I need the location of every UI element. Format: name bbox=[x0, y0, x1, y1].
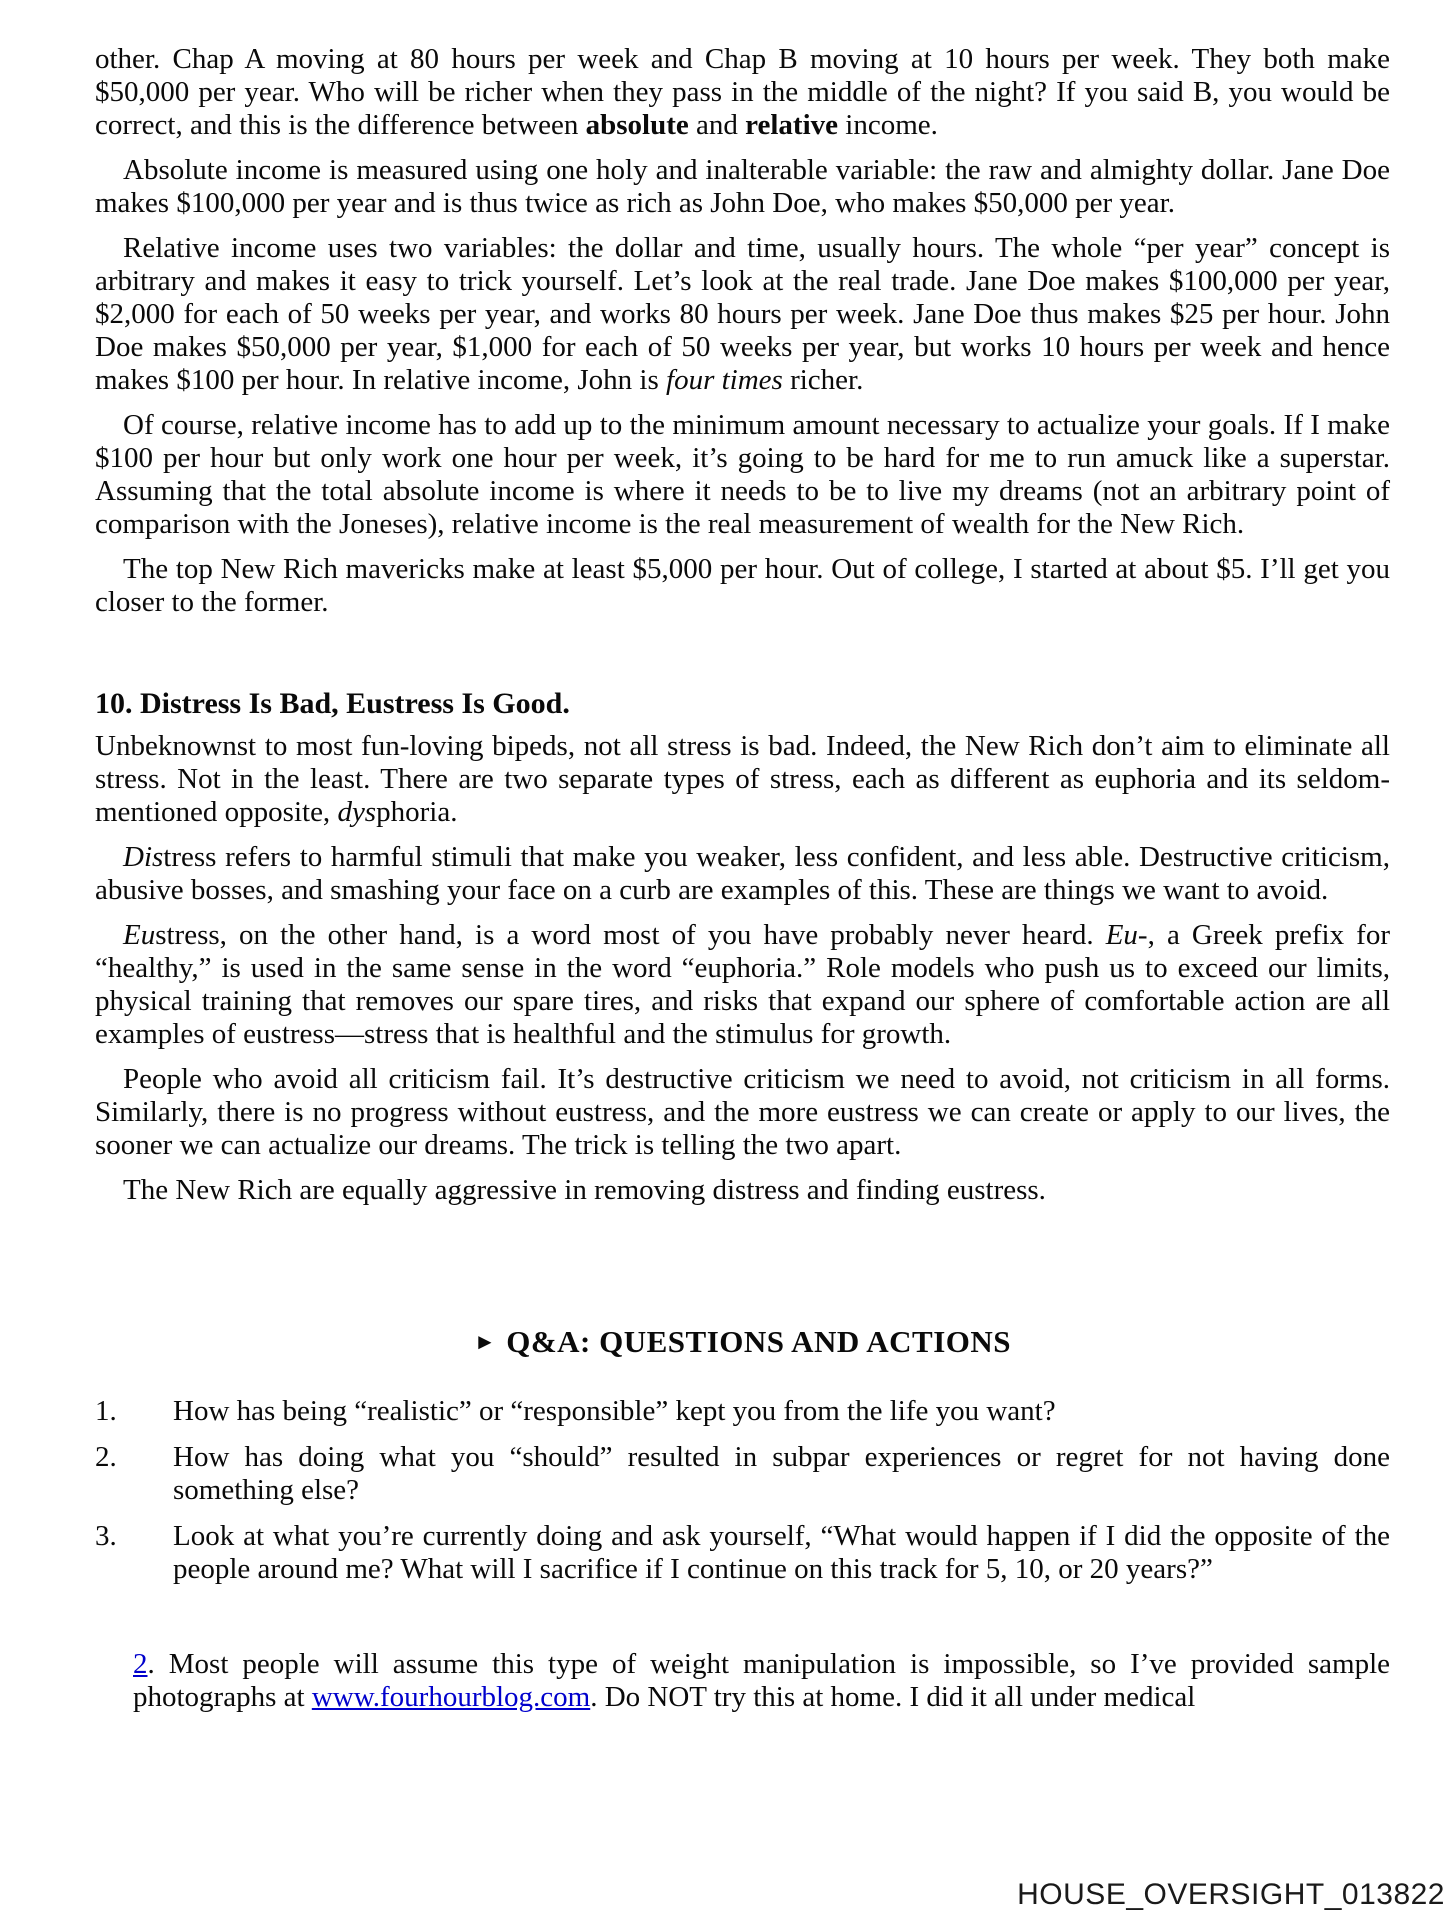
text-run: How has being “realistic” or “responsible” kept you from the life you want? bbox=[173, 1395, 1056, 1427]
qa-heading-text: Q&A: QUESTIONS AND ACTIONS bbox=[506, 1324, 1012, 1359]
text-run: 10. Distress Is Bad, Eustress Is Good bbox=[95, 687, 563, 720]
qa-item-text bbox=[173, 1441, 1390, 1507]
text-run: The top New Rich mavericks make at least $5,000 per hour. Out of college, I started at about $5. I’ll get you closer to the former. bbox=[95, 553, 1390, 618]
paragraph-top-new-rich bbox=[95, 553, 1390, 619]
paragraph-absolute-income bbox=[95, 154, 1390, 220]
text-run: four times bbox=[666, 364, 783, 396]
paragraph-new-rich-aggressive bbox=[95, 1174, 1390, 1207]
qa-heading bbox=[95, 1325, 1390, 1361]
paragraph-distress bbox=[95, 841, 1390, 907]
qa-item-number: 2. bbox=[95, 1441, 117, 1473]
text-run: dys bbox=[337, 796, 377, 828]
text-run: Eu- bbox=[1105, 919, 1148, 951]
text-run: income. bbox=[838, 109, 938, 141]
text-run: People who avoid all criticism fail. It’s destructive criticism we need to avoid, not criticism in all forms. Similarly, there is no progress without eustress, and the more eustress we can create or apply to our lives, the sooner we can actualize our dreams. The trick is telling the two apart. bbox=[95, 1063, 1390, 1161]
section-heading bbox=[95, 687, 1390, 720]
paragraph-criticism bbox=[95, 1063, 1390, 1162]
qa-list bbox=[95, 1395, 1390, 1586]
text-run: other. Chap A moving at 80 hours per week and Chap B moving at 10 hours per week. They both make $50,000 per year. Who will be richer when they pass in the middle of the night? If you said B, you would be correct, and this is the difference between bbox=[95, 43, 1390, 141]
hyperlink[interactable]: www.fourhourblog.com bbox=[311, 1681, 591, 1713]
text-run: and bbox=[688, 109, 746, 141]
qa-item-1 bbox=[95, 1395, 1390, 1428]
text-run: . bbox=[562, 687, 570, 720]
qa-item-number: 1. bbox=[95, 1395, 117, 1427]
text-run: . Do NOT try this at home. I did it all under medical bbox=[590, 1681, 1196, 1713]
text-run: richer. bbox=[782, 364, 864, 396]
text-run: relative bbox=[745, 109, 839, 141]
paragraph-relative-income bbox=[95, 232, 1390, 397]
hyperlink[interactable]: 2 bbox=[133, 1648, 148, 1680]
qa-item-2 bbox=[95, 1441, 1390, 1507]
paragraph-eustress bbox=[95, 919, 1390, 1051]
text-run: Relative income uses two variables: the dollar and time, usually hours. The whole “per year” concept is arbitrary and makes it easy to trick yourself. Let’s look at the real trade. Jane Doe makes $100,000 per year, $2,000 for each of 50 weeks per year, and works 80 hours per week. Jane Doe thus makes $25 per hour. John Doe makes $50,000 per year, $1,000 for each of 50 weeks per year, but works 10 hours per week and hence makes $100 per hour. In relative income, John is bbox=[95, 232, 1390, 396]
qa-item-number: 3. bbox=[95, 1520, 117, 1552]
text-run: Eu bbox=[123, 919, 156, 951]
paragraph-of-course bbox=[95, 409, 1390, 541]
text-run: , a Greek prefix for “healthy,” is used in the same sense in the word “euphoria.” Role models who push us to exceed our limits, physical training that removes our spare tires, and risks that expand our sphere of comfortable action are all examples of eustress—stress that is healthful and the stimulus for growth. bbox=[95, 919, 1390, 1050]
arrow-right-icon: ► bbox=[473, 1329, 497, 1354]
qa-item-text bbox=[173, 1395, 1390, 1428]
text-run: Absolute income is measured using one holy and inalterable variable: the raw and almighty dollar. Jane Doe makes $100,000 per year and is thus twice as rich as John Doe, who makes $50,000 per year. bbox=[95, 154, 1390, 219]
text-run: Look at what you’re currently doing and ask yourself, “What would happen if I did the opposite of the people around me? What will I sacrifice if I continue on this track for 5, 10, or 20 years?” bbox=[173, 1520, 1390, 1585]
qa-item-text bbox=[173, 1520, 1390, 1586]
document-id: HOUSE_OVERSIGHT_013822 bbox=[1017, 1878, 1445, 1911]
text-run: phoria. bbox=[376, 796, 458, 828]
text-run: Unbeknownst to most fun-loving bipeds, not all stress is bad. Indeed, the New Rich don’t aim to eliminate all stress. Not in the least. There are two separate types of stress, each as different as euphoria and its seldom-mentioned opposite, bbox=[95, 730, 1390, 828]
text-run: tress refers to harmful stimuli that make you weaker, less confident, and less able. Destructive criticism, abusive bosses, and smashing your face on a curb are examples of this. These are things we want to avoid. bbox=[95, 841, 1390, 906]
paragraph-unbeknownst bbox=[95, 730, 1390, 829]
text-run: How has doing what you “should” resulted in subpar experiences or regret for not having done something else? bbox=[173, 1441, 1390, 1506]
text-run: Of course, relative income has to add up to the minimum amount necessary to actualize your goals. If I make $100 per hour but only work one hour per week, it’s going to be hard for me to run amuck like a superstar. Assuming that the total absolute income is where it needs to be to live my dreams (not an arbitrary point of comparison with the Joneses), relative income is the real measurement of wealth for the New Rich. bbox=[95, 409, 1390, 540]
paragraph-continuation bbox=[95, 43, 1390, 142]
text-run: The New Rich are equally aggressive in removing distress and finding eustress. bbox=[123, 1174, 1046, 1206]
footnote bbox=[133, 1648, 1390, 1714]
qa-item-3 bbox=[95, 1520, 1390, 1586]
text-run: Dis bbox=[123, 841, 164, 873]
text-run: stress, on the other hand, is a word most of you have probably never heard. bbox=[155, 919, 1106, 951]
text-run: . Most people will assume this type of weight manipulation is impossible, so I’ve provided sample photographs at bbox=[133, 1648, 1390, 1713]
text-run: absolute bbox=[585, 109, 689, 141]
